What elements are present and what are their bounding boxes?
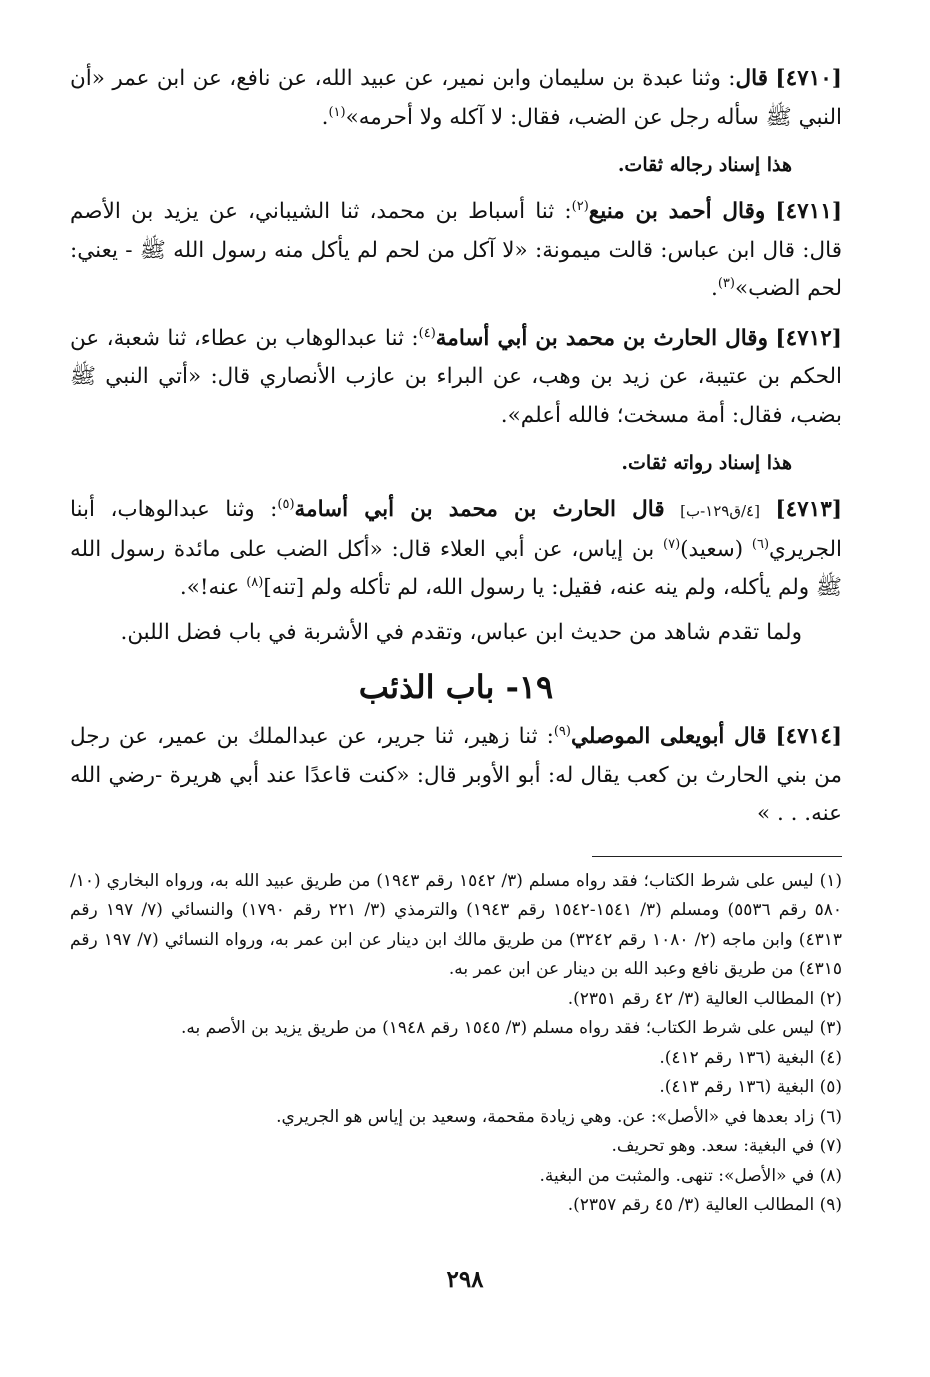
hadith-text: : ثنا أسباط بن محمد، ثنا الشيباني، عن يزيد بن الأصم قال: قال ابن عباس: قالت ميمونة: «لا آكل من لحم لم يأكل منه رسول الله ﷺ - يعني: لحم الضب» <box>70 199 842 301</box>
hadith-text: : وثنا عبدة بن سليمان وابن نمير، عن عبيد الله، عن نافع، عن ابن عمر «أن النبي ﷺ سأله رجل عن الضب، فقال: لا آكله ولا أحرمه» <box>70 66 842 130</box>
isnad-note: هذا إسناد رواته ثقات. <box>621 452 792 474</box>
page-number: ٢٩٨ <box>446 1266 484 1293</box>
hadith-number: [٤٧١٤] <box>775 724 843 749</box>
footnote: (١) ليس على شرط الكتاب؛ فقد رواه مسلم (٣/ ١٥٤٢ رقم ١٩٤٣) من طريق عبيد الله به، ورواه البخاري (١٠/ ٥٨٠ رقم ٥٥٣٦) ومسلم (٣/ ١٥٤١-١٥٤٢ رقم ١٩٤٣) والترمذي (٣/ ٢٢١ رقم ١٧٩٠) والنسائي (٧/ ١٩٧ رقم ٤٣١٣) وابن ماجه (٢/ ١٠٨٠ رقم ٣٢٤٢) من طريق مالك ابن دينار عن ابن عمر به، ورواه النسائي (٧/ ١٩٧ رقم ٤٣١٥) من طريق نافع وعبد الله بن دينار عن ابن عمر به. <box>70 870 843 979</box>
footnote-ref: (٥) <box>277 496 295 512</box>
footnote-ref: (٩) <box>553 723 571 739</box>
hadith-lead: وقال الحارث بن محمد بن أبي أسامة <box>435 325 768 351</box>
hadith-number: [٤٧١٢] <box>775 325 842 351</box>
footnote: (٦) زاد بعدها في «الأصل»: عن. وهي زيادة مقحمة، وسعيد بن إياس هو الجريري. <box>276 1106 842 1127</box>
hadith-number: [٤٧١٠] <box>775 66 842 91</box>
footnote-ref: (١) <box>328 104 346 120</box>
hadith-number: [٤٧١٣] <box>775 497 842 522</box>
hadith-text: : ثنا زهير، ثنا جرير، عن عبدالملك بن عمير، عن رجل من بني الحارث بن كعب يقال له: أبو الأوبر قال: «كنت قاعدًا عند أبي هريرة -رضي الله عنه. . . » <box>70 724 842 826</box>
footnote: (٩) المطالب العالية (٣/ ٤٥ رقم ٢٣٥٧). <box>567 1195 842 1215</box>
hadith-text: عنه!». <box>179 575 247 600</box>
hadith-text: (سعيد) <box>680 536 752 562</box>
hadith-4710 <box>70 60 842 137</box>
hadith-lead: قال الحارث بن محمد بن أبي أسامة <box>294 497 665 522</box>
footnote-ref: (٤) <box>418 325 436 341</box>
footnotes <box>70 867 842 1221</box>
isnad-note: هذا إسناد رجاله ثقات. <box>617 154 792 176</box>
hadith-4712 <box>70 320 842 436</box>
hadith-end: . <box>711 276 718 301</box>
hadith-4711 <box>70 193 842 309</box>
footnote-divider <box>592 856 842 857</box>
footnote-ref: (٨) <box>246 574 264 590</box>
footnote: (٧) في البغية: سعد. وهو تحريف. <box>611 1136 842 1156</box>
chapter-title: ١٩- باب الذئب <box>358 668 554 706</box>
hadith-text: بن إياس، عن أبي العلاء قال: «أكل الضب على مائدة رسول الله ﷺ ولم يأكله، ولم ينه عنه، فقيل: يا رسول الله، لم تأكله ولم [تنه] <box>70 536 842 600</box>
hadith-4714 <box>70 718 842 834</box>
footnote: (٨) في «الأصل»: تنهى. والمثبت من البغية. <box>539 1165 842 1186</box>
footnote-ref: (٣) <box>717 275 735 291</box>
footnote-ref: (٧) <box>663 536 681 552</box>
hadith-lead: قال أبويعلى الموصلي <box>570 724 767 749</box>
footnote: (٣) ليس على شرط الكتاب؛ فقد رواه مسلم (٣/ ١٥٤٥ رقم ١٩٤٨) من طريق يزيد بن الأصم به. <box>180 1018 842 1038</box>
hadith-text: : ثنا عبدالوهاب بن عطاء، ثنا شعبة، عن الحكم بن عتيبة، عن زيد بن وهب، عن البراء بن عازب الأنصاري قال: «أتي النبي ﷺ بضب، فقال: أمة مسخت؛ فالله أعلم». <box>70 325 842 428</box>
hadith-number: [٤٧١١] <box>775 199 842 224</box>
footnote: (٤) البغية (١٣٦ رقم ٤١٢). <box>659 1047 842 1068</box>
hadith-lead: قال <box>735 66 768 91</box>
hadith-end: . <box>321 104 329 130</box>
manuscript-ref: [٤/ق١٢٩-ب] <box>680 502 760 520</box>
footnote: (٢) المطالب العالية (٣/ ٤٢ رقم ٢٣٥١). <box>567 988 842 1009</box>
footnote-ref: (٢) <box>571 198 589 214</box>
hadith-lead: وقال أحمد بن منيع <box>588 199 766 224</box>
hadith-4713 <box>70 491 842 608</box>
commentary-text: ولما تقدم شاهد من حديث ابن عباس، وتقدم في الأشربة في باب فضل اللبن. <box>120 619 802 645</box>
hadith-text: : وثنا عبدالوهاب، أبنا الجريري <box>70 497 842 562</box>
footnote-ref: (٦) <box>751 536 770 552</box>
footnote: (٥) البغية (١٣٦ رقم ٤١٣). <box>659 1077 842 1097</box>
